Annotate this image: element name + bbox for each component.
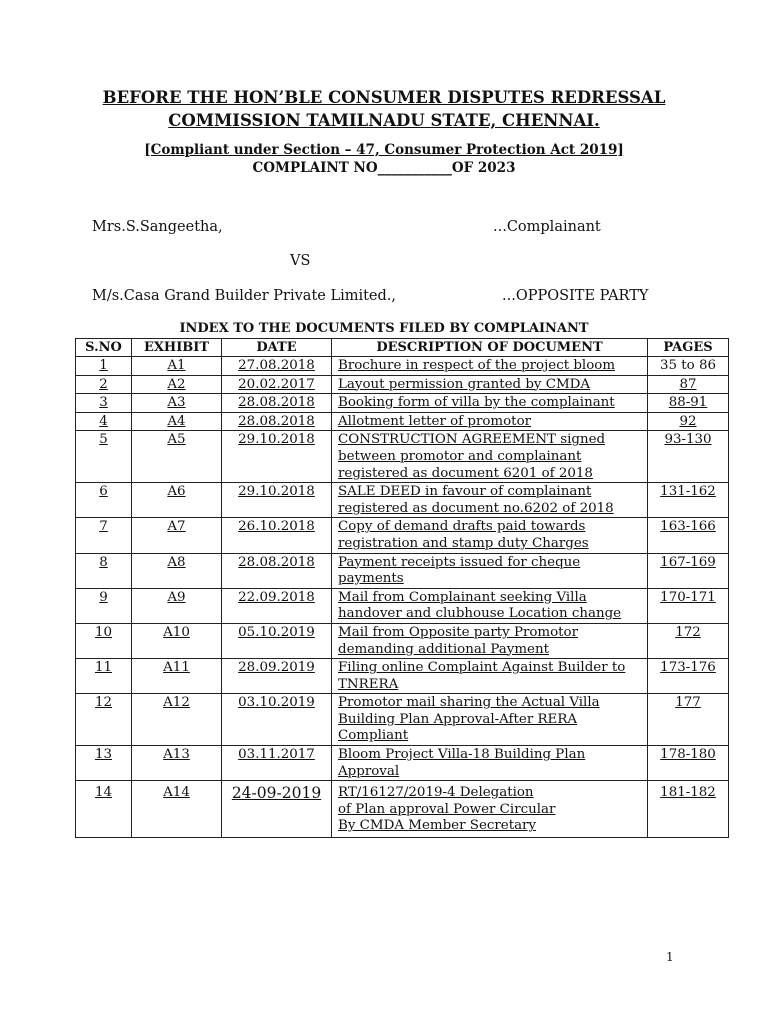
page-number: 1 <box>666 950 674 964</box>
table-row <box>76 781 729 838</box>
table-row <box>76 375 729 394</box>
document-heading <box>0 86 768 132</box>
header-exhibit: EXHIBIT <box>132 339 222 357</box>
row-description: Layout permission granted by CMDA <box>338 376 591 392</box>
row-sno: 4 <box>99 413 108 429</box>
heading-line-2: COMMISSION TAMILNADU STATE, CHENNAI. <box>168 111 600 130</box>
row-description-line: By CMDA Member Secretary <box>338 818 537 834</box>
row-pages: 170-171 <box>660 589 716 605</box>
header-date: DATE <box>222 339 332 357</box>
row-exhibit: A5 <box>167 432 186 448</box>
row-description: Booking form of villa by the complainant <box>338 395 615 411</box>
versus-label: VS <box>290 253 311 269</box>
row-sno: 6 <box>99 484 108 500</box>
row-exhibit: A8 <box>167 554 186 570</box>
row-exhibit: A10 <box>163 624 190 640</box>
row-description: Brochure in respect of the project bloom <box>338 358 616 373</box>
table-row <box>76 659 729 694</box>
index-title: INDEX TO THE DOCUMENTS FILED BY COMPLAINANT <box>179 321 589 336</box>
row-date: 03.10.2019 <box>238 695 315 711</box>
row-sno: 8 <box>99 554 108 570</box>
section-reference: [Compliant under Section – 47, Consumer Protection Act 2019] <box>144 142 624 158</box>
row-date: 20.02.2017 <box>238 376 315 392</box>
header-description: DESCRIPTION OF DOCUMENT <box>332 339 648 357</box>
row-sno: 11 <box>94 660 113 676</box>
row-pages: 181-182 <box>660 785 716 801</box>
row-pages: 131-162 <box>660 484 716 500</box>
header-sno: S.NO <box>76 339 132 357</box>
table-row <box>76 553 729 588</box>
row-description: CONSTRUCTION AGREEMENT signed between promotor and complainant registered as document 6201 of 2018 <box>338 432 606 481</box>
table-header-row <box>76 339 729 357</box>
table-row <box>76 746 729 781</box>
row-exhibit: A14 <box>163 785 190 801</box>
row-description: Bloom Project Villa-18 Building Plan Approval <box>338 747 586 779</box>
row-date: 29.10.2018 <box>238 484 315 500</box>
row-description-line: of Plan approval Power Circular <box>338 801 556 817</box>
row-date: 03.11.2017 <box>238 747 315 763</box>
row-exhibit: A4 <box>167 413 186 429</box>
complainant-role: ...Complainant <box>493 219 601 235</box>
row-pages: 173-176 <box>660 660 716 676</box>
row-date: 26.10.2018 <box>238 519 315 535</box>
row-pages: 88-91 <box>668 395 708 411</box>
row-date: 28.08.2018 <box>238 395 315 411</box>
row-description-line: RT/16127/2019-4 Delegation <box>338 785 534 801</box>
row-pages: 172 <box>675 624 701 640</box>
table-row <box>76 357 729 376</box>
row-date: 27.08.2018 <box>238 358 315 373</box>
row-description: Mail from Opposite party Promotor demanding additional Payment <box>338 624 579 657</box>
row-date: 28.08.2018 <box>238 413 315 429</box>
row-sno: 12 <box>94 695 113 711</box>
table-row <box>76 588 729 623</box>
row-exhibit: A9 <box>167 589 186 605</box>
row-sno: 10 <box>94 624 113 640</box>
row-exhibit: A11 <box>163 660 190 676</box>
row-exhibit: A3 <box>167 395 186 411</box>
row-date: 28.08.2018 <box>238 554 315 570</box>
row-description: Allotment letter of promotor <box>338 413 532 429</box>
row-description: Filing online Complaint Against Builder to TNRERA <box>338 660 626 692</box>
documents-index-table <box>75 338 729 838</box>
row-exhibit: A13 <box>163 747 190 763</box>
row-sno: 14 <box>94 785 113 801</box>
row-pages: 92 <box>679 413 697 429</box>
row-date: 24-09-2019 <box>231 784 322 803</box>
heading-line-1: BEFORE THE HON’BLE CONSUMER DISPUTES REDRESSAL <box>102 88 666 107</box>
opposite-party-role: ...OPPOSITE PARTY <box>502 288 649 304</box>
row-exhibit: A6 <box>167 484 186 500</box>
row-pages: 177 <box>675 695 701 711</box>
table-row <box>76 694 729 746</box>
row-description: SALE DEED in favour of complainant registered as document no.6202 of 2018 <box>338 484 614 516</box>
row-description: Payment receipts issued for cheque payments <box>338 554 581 587</box>
row-date: 29.10.2018 <box>238 432 315 448</box>
row-sno: 13 <box>94 747 113 763</box>
complaint-number: COMPLAINT NO___________OF 2023 <box>252 160 516 176</box>
table-row <box>76 623 729 658</box>
table-row <box>76 518 729 553</box>
complaint-subheading <box>0 141 768 177</box>
row-sno: 2 <box>99 376 108 392</box>
row-pages: 35 to 86 <box>659 358 717 373</box>
row-exhibit: A1 <box>167 358 186 373</box>
row-exhibit: A2 <box>167 376 186 392</box>
row-sno: 1 <box>99 358 108 373</box>
row-sno: 9 <box>99 589 108 605</box>
table-row <box>76 394 729 413</box>
row-date: 05.10.2019 <box>238 624 315 640</box>
row-sno: 7 <box>99 519 108 535</box>
row-description: Mail from Complainant seeking Villa handover and clubhouse Location change <box>338 589 622 622</box>
row-exhibit: A12 <box>163 695 190 711</box>
table-row <box>76 412 729 431</box>
row-pages: 163-166 <box>660 519 716 535</box>
opposite-party-name: M/s.Casa Grand Builder Private Limited., <box>92 288 397 304</box>
row-date: 28.09.2019 <box>238 660 315 676</box>
row-sno: 5 <box>99 432 108 448</box>
complainant-name: Mrs.S.Sangeetha, <box>92 219 223 235</box>
table-row <box>76 431 729 483</box>
row-description: Promotor mail sharing the Actual Villa Building Plan Approval-After RERA Compliant <box>338 695 600 744</box>
row-pages: 167-169 <box>660 554 716 570</box>
header-pages: PAGES <box>648 339 729 357</box>
row-pages: 87 <box>679 376 697 392</box>
row-date: 22.09.2018 <box>238 589 315 605</box>
row-description: Copy of demand drafts paid towards registration and stamp duty Charges <box>338 519 589 551</box>
row-exhibit: A7 <box>167 519 186 535</box>
row-sno: 3 <box>99 395 108 411</box>
row-pages: 93-130 <box>664 432 712 448</box>
row-pages: 178-180 <box>660 747 716 763</box>
table-row <box>76 483 729 518</box>
